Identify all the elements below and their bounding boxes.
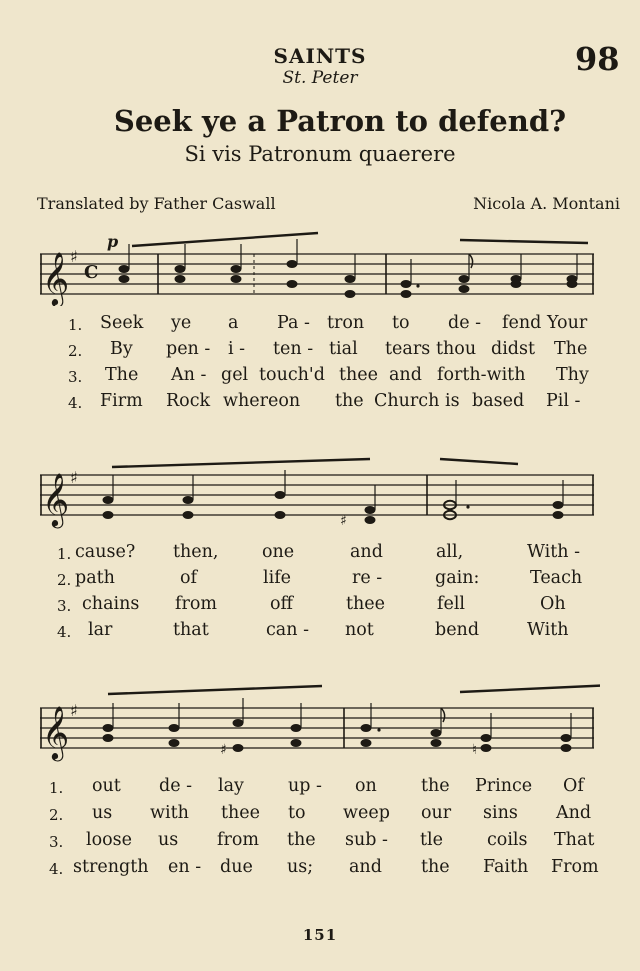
lyric-syllable: up - xyxy=(288,776,322,796)
lyric-syllable: based xyxy=(472,391,525,411)
lyric-syllable: fend xyxy=(502,313,542,333)
tune-name: St. Peter xyxy=(282,68,358,88)
music-staff-2 xyxy=(40,455,600,535)
lyric-syllable: cause? xyxy=(75,542,136,562)
lyric-syllable: fell xyxy=(437,594,466,614)
verse-number: 4. xyxy=(57,623,72,641)
lyric-syllable: loose xyxy=(86,830,133,850)
lyric-syllable: not xyxy=(345,620,374,640)
lyric-syllable: out xyxy=(92,776,121,796)
lyric-syllable: By xyxy=(110,339,133,359)
lyric-syllable: Thy xyxy=(556,365,589,385)
lyric-syllable: from xyxy=(217,830,259,850)
lyric-syllable: With - xyxy=(527,542,581,562)
lyric-syllable: thee xyxy=(221,803,261,823)
lyric-syllable: That xyxy=(554,830,595,850)
lyric-syllable: gain: xyxy=(435,568,480,588)
treble-clef: 𝄞 xyxy=(42,251,70,305)
lyric-syllable: Of xyxy=(563,776,584,796)
lyric-syllable: off xyxy=(270,594,293,614)
lyric-syllable: touch'd xyxy=(259,365,325,385)
verse-number: 4. xyxy=(68,394,83,412)
lyric-syllable: de - xyxy=(448,313,482,333)
lyric-syllable: Pa - xyxy=(277,313,310,333)
lyric-syllable: re - xyxy=(352,568,383,588)
music-staff-1 xyxy=(40,226,600,306)
lyric-syllable: sins xyxy=(483,803,518,823)
lyric-syllable: the xyxy=(335,391,364,411)
lyric-syllable: i - xyxy=(228,339,246,359)
lyric-syllable: and xyxy=(389,365,422,385)
time-signature: C xyxy=(84,262,99,283)
lyric-syllable: And xyxy=(556,803,592,823)
lyric-syllable: thou xyxy=(436,339,477,359)
lyric-syllable: Rock xyxy=(166,391,211,411)
lyric-syllable: tial xyxy=(329,339,358,359)
lyric-syllable: The xyxy=(105,365,139,385)
lyric-syllable: Seek xyxy=(100,313,144,333)
lyric-syllable: lay xyxy=(218,776,244,796)
lyric-syllable: gel xyxy=(221,365,249,385)
lyric-syllable: path xyxy=(75,568,115,588)
lyric-syllable: coils xyxy=(487,830,528,850)
lyric-syllable: due xyxy=(220,857,253,877)
dynamic-mark: p xyxy=(107,232,119,251)
lyric-syllable: An - xyxy=(171,365,207,385)
lyric-syllable: lar xyxy=(88,620,113,640)
svg-text:♮: ♮ xyxy=(472,742,478,758)
lyric-syllable: our xyxy=(421,803,452,823)
lyric-syllable: forth-with xyxy=(437,365,526,385)
verse-number: 4. xyxy=(49,860,64,878)
lyric-syllable: sub - xyxy=(345,830,388,850)
lyric-syllable: Church xyxy=(374,391,440,411)
lyric-syllable: of xyxy=(180,568,198,588)
lyric-syllable: to xyxy=(288,803,306,823)
translator-credit: Translated by Father Caswall xyxy=(37,194,276,213)
svg-text:𝄞: 𝄞 xyxy=(42,472,70,526)
svg-text:♯: ♯ xyxy=(340,513,347,529)
lyric-syllable: de - xyxy=(159,776,193,796)
verse-number: 2. xyxy=(68,342,83,360)
lyric-syllable: From xyxy=(551,857,599,877)
lyric-syllable: didst xyxy=(491,339,536,359)
music-staff-3 xyxy=(40,680,600,770)
verse-number: 1. xyxy=(68,316,83,334)
verse-number: 2. xyxy=(57,571,72,589)
lyric-syllable: chains xyxy=(82,594,140,614)
verse-number: 1. xyxy=(49,779,64,797)
lyric-syllable: one xyxy=(262,542,295,562)
verse-number: 3. xyxy=(57,597,72,615)
lyric-syllable: weep xyxy=(343,803,390,823)
lyric-syllable: and xyxy=(349,857,382,877)
verse-number: 3. xyxy=(49,833,64,851)
lyric-syllable: thee xyxy=(339,365,379,385)
lyric-syllable: tron xyxy=(327,313,365,333)
lyric-syllable: tle xyxy=(420,830,443,850)
lyric-syllable: the xyxy=(421,776,450,796)
lyric-syllable: ten - xyxy=(273,339,314,359)
lyric-syllable: is xyxy=(445,391,460,411)
hymn-number: 98 xyxy=(575,40,620,78)
lyric-syllable: strength xyxy=(73,857,149,877)
page-number: 151 xyxy=(302,926,338,944)
lyric-syllable: With xyxy=(527,620,569,640)
lyric-syllable: Pil - xyxy=(546,391,581,411)
composer-credit: Nicola A. Montani xyxy=(473,194,620,213)
lyric-syllable: can - xyxy=(266,620,309,640)
lyric-syllable: us xyxy=(158,830,179,850)
lyric-syllable: then, xyxy=(173,542,219,562)
lyric-syllable: us; xyxy=(287,857,314,877)
lyric-syllable: from xyxy=(175,594,217,614)
lyric-syllable: Teach xyxy=(530,568,583,588)
lyric-syllable: en - xyxy=(168,857,202,877)
verse-number: 3. xyxy=(68,368,83,386)
svg-text:𝄞: 𝄞 xyxy=(42,705,70,759)
lyric-syllable: us xyxy=(92,803,113,823)
lyric-syllable: to xyxy=(392,313,410,333)
lyric-syllable: Oh xyxy=(540,594,566,614)
svg-text:♯: ♯ xyxy=(70,701,78,720)
latin-subtitle: Si vis Patronum quaerere xyxy=(184,142,456,166)
lyric-syllable: whereon xyxy=(223,391,301,411)
verse-number: 2. xyxy=(49,806,64,824)
section-heading: SAINTS xyxy=(273,44,367,68)
lyric-syllable: thee xyxy=(346,594,386,614)
lyric-syllable: The xyxy=(554,339,588,359)
lyric-syllable: life xyxy=(263,568,292,588)
lyric-syllable: the xyxy=(287,830,316,850)
lyric-syllable: all, xyxy=(436,542,464,562)
verse-number: 1. xyxy=(57,545,72,563)
lyric-syllable: the xyxy=(421,857,450,877)
lyric-syllable: bend xyxy=(435,620,480,640)
lyric-syllable: a xyxy=(228,313,239,333)
lyric-syllable: and xyxy=(350,542,383,562)
svg-text:♯: ♯ xyxy=(220,742,227,758)
lyric-syllable: pen - xyxy=(166,339,211,359)
lyric-syllable: that xyxy=(173,620,209,640)
lyric-syllable: with xyxy=(150,803,189,823)
lyric-syllable: ye xyxy=(171,313,192,333)
hymn-title: Seek ye a Patron to defend? xyxy=(113,104,567,138)
key-signature: ♯ xyxy=(70,247,78,266)
svg-text:♯: ♯ xyxy=(70,468,78,487)
lyric-syllable: tears xyxy=(385,339,431,359)
lyric-syllable: Your xyxy=(547,313,588,333)
lyric-syllable: on xyxy=(355,776,377,796)
lyric-syllable: Faith xyxy=(483,857,529,877)
lyric-syllable: Prince xyxy=(475,776,533,796)
lyric-syllable: Firm xyxy=(100,391,143,411)
